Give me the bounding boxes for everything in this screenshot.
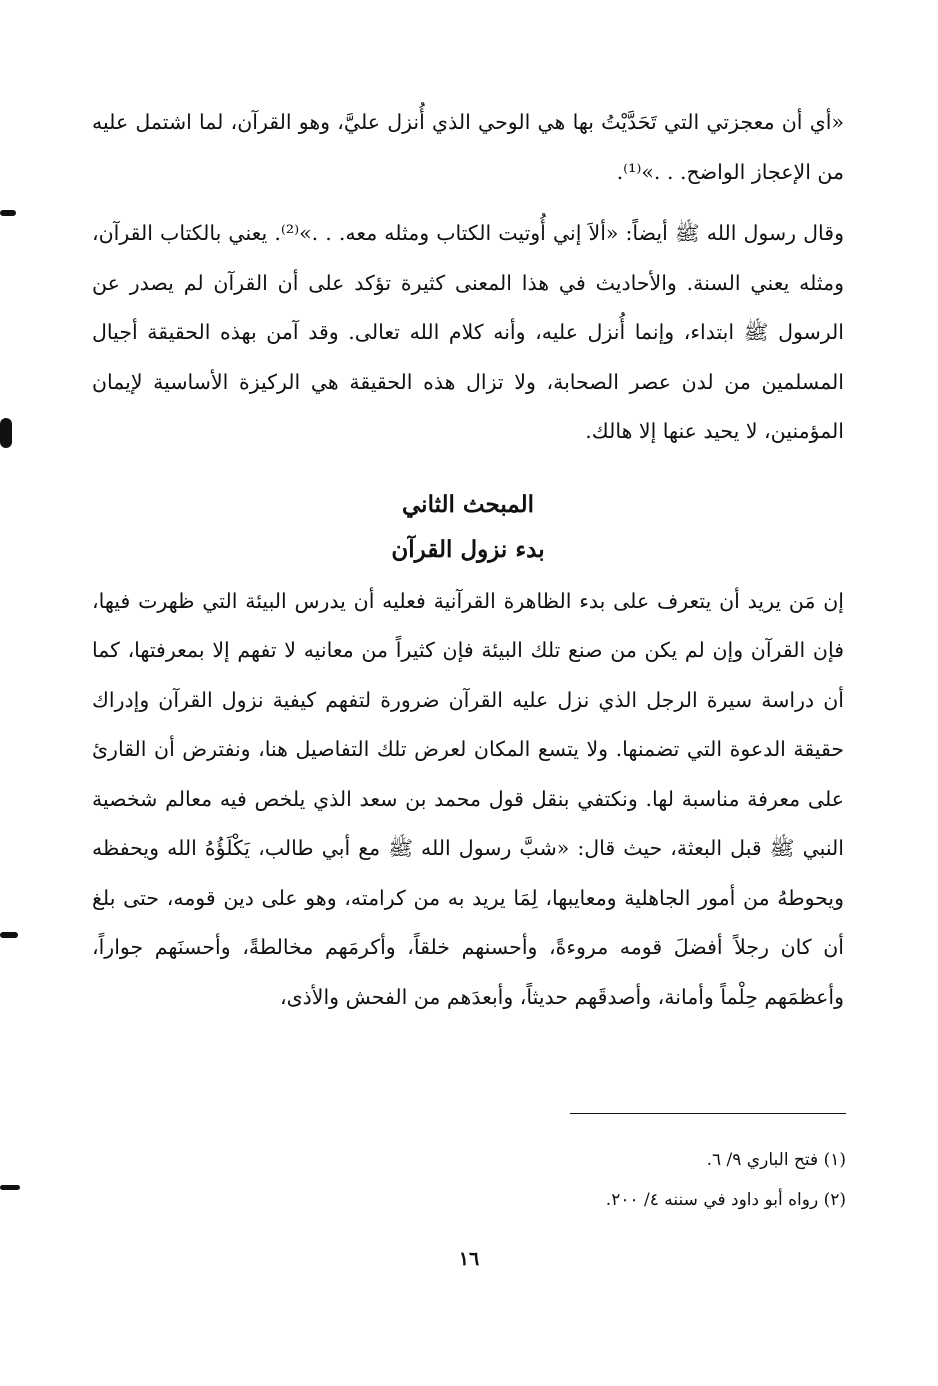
scan-mark [0, 418, 12, 448]
scan-mark [0, 210, 16, 216]
scan-mark [0, 932, 18, 938]
scan-mark [0, 1185, 20, 1190]
paragraph-gap [92, 197, 844, 209]
paragraph-hadith: وقال رسول الله ﷺ أيضاً: «ألاَ إني أُوتيت الكتاب ومثله معه. . .»⁽²⁾. يعني بالكتاب القرآن، ومثله يعني السنة. والأحاديث في هذا المعنى كثيرة تؤكد على أن القرآن لم يصدر عن الرسول ﷺ ابتداء، وإنما أُنزل عليه، وأنه كلام الله تعالى. وقد آمن بهذه الحقيقة أجيال المسلمين من لدن عصر الصحابة، ولا تزال هذه الحقيقة هي الركيزة الأساسية لإيمان المؤمنين، لا يحيد عنها إلا هالك. [92, 221, 844, 443]
paragraph-revelation: إن مَن يريد أن يتعرف على بدء الظاهرة القرآنية فعليه أن يدرس البيئة التي ظهرت فيها، فإن القرآن وإن لم يكن من صنع تلك البيئة فإن كثيراً من معانيه لا تفهم إلا بمعرفتها، كما أن دراسة سيرة الرجل الذي نزل عليه القرآن ضرورة لتفهم كيفية نزول القرآن وإدراك حقيقة الدعوة التي تضمنها. ولا يتسع المكان لعرض تلك التفاصيل هنا، ونفترض أن القارئ على معرفة مناسبة لها. ونكتفي بنقل قول محمد بن سعد الذي يلخص فيه معالم شخصية النبي ﷺ قبل البعثة، حيث قال: «شبَّ رسول الله ﷺ مع أبي طالب، يَكْلَؤُهُ الله ويحفظه ويحوطهُ من أمور الجاهلية ومعايبها، لِمَا يريد به من كرامته، وهو على دين قومه، حتى بلغ أن كان رجلاً أفضلَ قومه مروءةً، وأحسنهم خلقاً، وأكرمَهم مخالطةً، وأحسنَهم جواراً، وأعظمَهم حِلْماً وأمانة، وأصدقَهم حديثاً، وأبعدَهم من الفحش والأذى، [92, 588, 844, 1009]
page-number: ١٦ [458, 1248, 480, 1270]
main-text [92, 98, 844, 1022]
footnotes [420, 1140, 846, 1220]
footnote-1: (١) فتح الباري ٩/ ٦. [706, 1150, 846, 1170]
section-heading: المبحث الثاني [402, 490, 534, 518]
footnote-2: (٢) رواه أبو داود في سننه ٤/ ٢٠٠. [605, 1190, 846, 1210]
footnote-divider [570, 1113, 846, 1114]
paragraph-quote: «أي أن معجزتي التي تَحَدَّيْتُ بها هي الوحي الذي أُنزل عليَّ، وهو القرآن، لما اشتمل عليه من الإعجاز الواضح. . .»⁽¹⁾. [92, 110, 844, 184]
section-subheading: بدء نزول القرآن [391, 535, 545, 563]
